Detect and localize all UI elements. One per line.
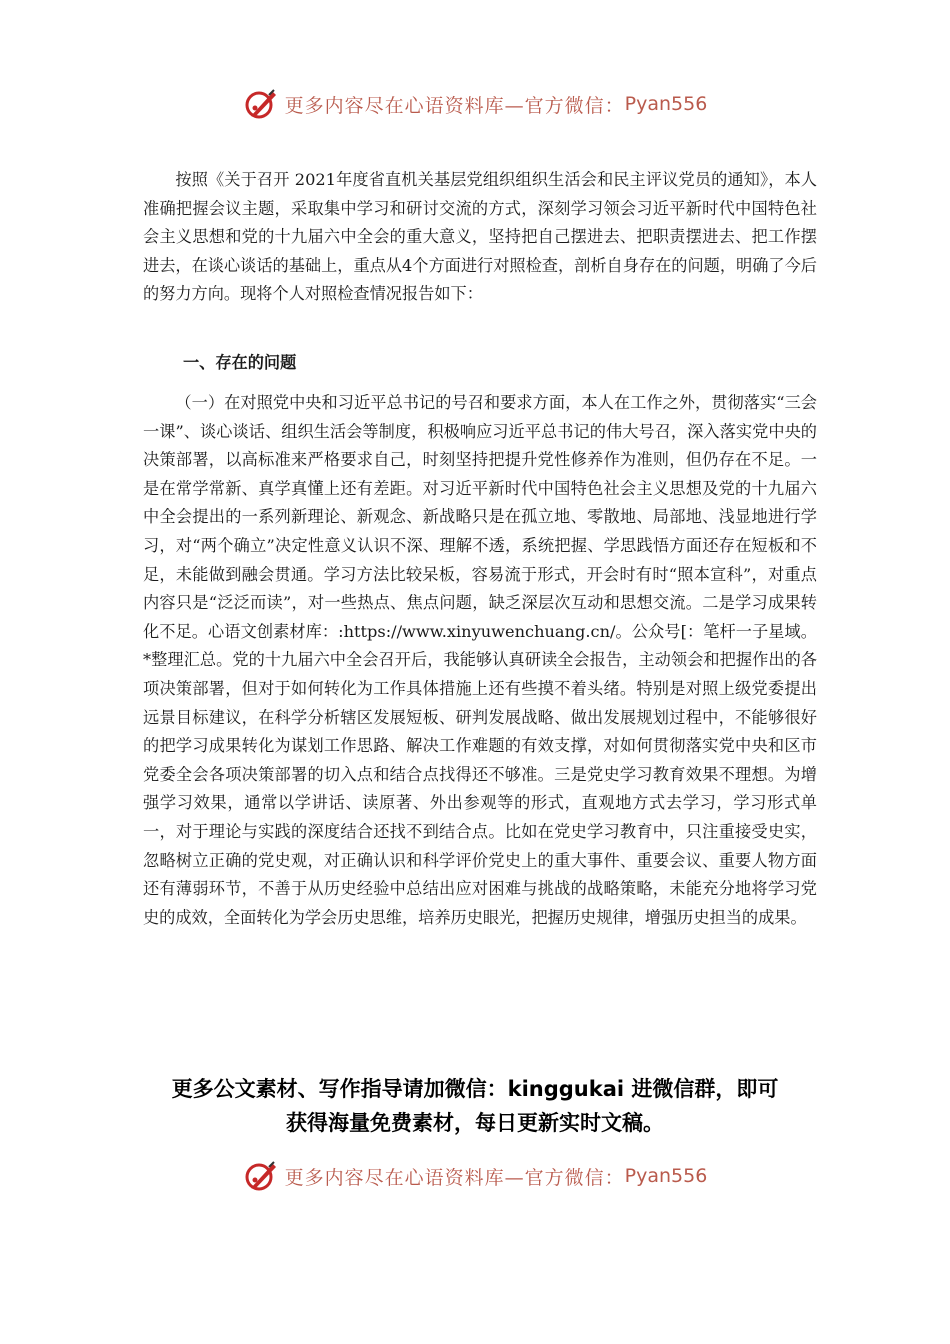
footer-banner — [0, 1154, 950, 1198]
quill-logo-icon — [243, 1158, 279, 1194]
intro-paragraph: 按照《关于召开 2021年度省直机关基层党组织组织生活会和民主评议党员的通知》，本人准确把握会议主题，采取集中学习和研讨交流的方式，深刻学习领会习近平新时代中国特色社会主义思想和党的十九届六中全会的重大意义，坚持把自己摆进去、把职责摆进去、把工作摆进去，在谈心谈话的基础上，重点从4个方面进行对照检查，剖析自身存在的问题，明确了今后的努力方向。现将个人对照检查情况报告如下： — [143, 170, 817, 304]
promo-text — [130, 1072, 820, 1140]
promo-line-1: 更多公文素材、写作指导请加微信：kinggukai 进微信群，即可 — [171, 1077, 779, 1101]
quill-logo-icon — [243, 86, 279, 122]
section-heading: 一、存在的问题 — [183, 353, 297, 372]
item-one-paragraph: （一）在对照党中央和习近平总书记的号召和要求方面，本人在工作之外，贯彻落实“三会一课”、谈心谈话、组织生活会等制度，积极响应习近平总书记的伟大号召，深入落实党中央的决策部署，以高标准来严格要求自己，时刻坚持把提升党性修养作为准则，但仍存在不足。一是在常学常新、真学真懂上还有差距。对习近平新时代中国特色社会主义思想及党的十九届六中全会提出的一系列新理论、新观念、新战略只是在孤立地、零散地、局部地、浅显地进行学习，对“两个确立”决定性意义认识不深、理解不透，系统把握、学思践悟方面还存在短板和不足，未能做到融会贯通。学习方法比较呆板，容易流于形式，开会时有时“照本宣科”，对重点内容只是“泛泛而读”，对一些热点、焦点问题，缺乏深层次互动和思想交流。二是学习成果转化不足。心语文创素材库：:https://www.xinyuwenchuang.cn/。公众号[：笔杆一子星域。*整理汇总。党的十九届六中全会召开后，我能够认真研读全会报告，主动领会和把握作出的各项决策部署，但对于如何转化为工作具体措施上还有些摸不着头绪。特别是对照上级党委提出远景目标建议，在科学分析辖区发展短板、研判发展战略、做出发展规划过程中，不能够很好的把学习成果转化为谋划工作思路、解决工作难题的有效支撑，对如何贯彻落实党中央和区市党委全会各项决策部署的切入点和结合点找得还不够准。三是党史学习教育效果不理想。为增强学习效果，通常以学讲话、读原著、外出参观等的形式，直观地方式去学习，学习形式单一，对于理论与实践的深度结合还找不到结合点。比如在党史学习教育中，只注重接受史实，忽略树立正确的党史观，对正确认识和科学评价党史上的重大事件、重要会议、重要人物方面还有薄弱环节，不善于从历史经验中总结出应对困难与挑战的战略策略，未能充分地将学习党史的成效，全面转化为学会历史思维，培养历史眼光，把握历史规律，增强历史担当的成果。 — [143, 393, 817, 927]
banner-wechat-id: Pyan556 — [624, 93, 708, 115]
header-banner — [0, 82, 950, 126]
banner-text: 更多内容尽在心语资料库—官方微信： — [284, 94, 625, 117]
banner-text: 更多内容尽在心语资料库—官方微信： — [284, 1166, 625, 1189]
promo-line-2: 获得海量免费素材，每日更新实时文稿。 — [286, 1111, 664, 1135]
banner-wechat-id: Pyan556 — [624, 1165, 708, 1187]
